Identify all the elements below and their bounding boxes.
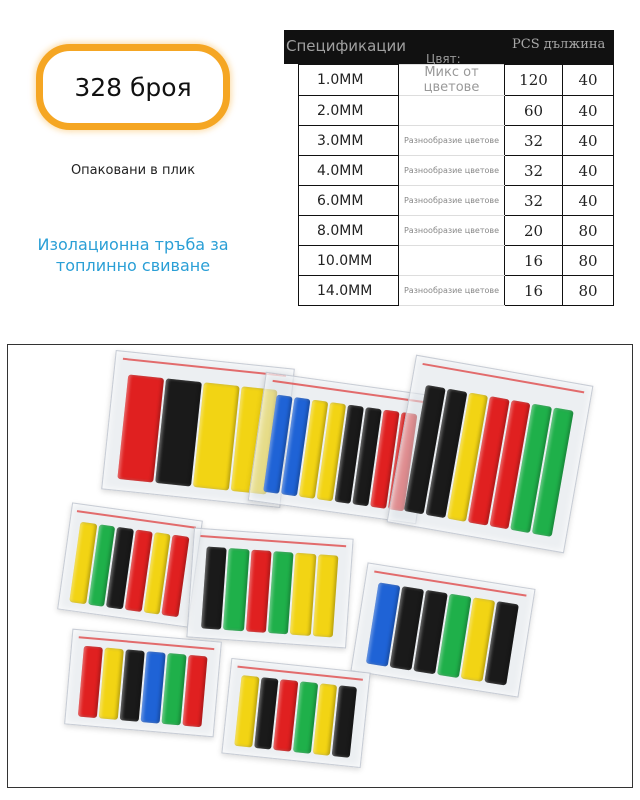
tube-group: [78, 646, 208, 728]
color-cell: [399, 96, 505, 126]
size-cell: 2.0MM: [299, 96, 399, 126]
table-row: [299, 276, 614, 306]
tube: [268, 551, 294, 634]
size-cell: 14.0MM: [299, 276, 399, 306]
tube: [290, 553, 316, 636]
bag-small-1: [64, 629, 222, 738]
table-row: [299, 96, 614, 126]
size-cell: 8.0MM: [299, 216, 399, 246]
table-row: [299, 156, 614, 186]
length-cell: 40: [563, 65, 614, 96]
tube: [223, 548, 249, 631]
length-cell: 40: [563, 96, 614, 126]
bag-medium-3: [350, 562, 535, 697]
length-cell: 40: [563, 186, 614, 216]
bag-small-2: [221, 658, 370, 768]
spec-table: [298, 64, 614, 306]
table-row: [299, 65, 614, 96]
tube-group: [70, 522, 189, 617]
tube-group: [366, 583, 518, 686]
size-cell: 6.0MM: [299, 186, 399, 216]
table-row: [299, 216, 614, 246]
product-title: Изолационна тръба за топлинно свиване: [37, 235, 229, 275]
size-cell: 1.0MM: [299, 65, 399, 96]
length-cell: 40: [563, 126, 614, 156]
spec-header-title: Спецификации: [286, 37, 406, 55]
tube: [245, 550, 271, 633]
tube-group: [201, 547, 339, 638]
tube: [313, 555, 339, 638]
tube-group: [404, 385, 573, 537]
spec-header: [284, 30, 614, 64]
tube-group: [234, 675, 357, 758]
pcs-cell: 20: [505, 216, 563, 246]
product-photo: [7, 344, 633, 788]
color-cell: Разнообразие цветове: [399, 126, 505, 156]
size-cell: 10.0MM: [299, 246, 399, 276]
color-cell: Микс от цветове: [399, 65, 505, 96]
bag-medium-2: [186, 528, 353, 649]
size-cell: 4.0MM: [299, 156, 399, 186]
length-cell: 80: [563, 246, 614, 276]
length-cell: 80: [563, 216, 614, 246]
tube: [183, 655, 208, 728]
color-cell: Разнообразие цветове: [399, 216, 505, 246]
color-cell: Разнообразие цветове: [399, 156, 505, 186]
quantity-text: 328 броя: [74, 72, 192, 102]
tube: [201, 547, 227, 630]
size-cell: 3.0MM: [299, 126, 399, 156]
packaging-note: Опаковани в плик: [70, 163, 196, 178]
spec-header-color: Цвят:: [426, 52, 461, 66]
pcs-cell: 60: [505, 96, 563, 126]
color-cell: [399, 246, 505, 276]
bag-medium-1: [57, 502, 203, 627]
pcs-cell: 16: [505, 276, 563, 306]
pcs-cell: 32: [505, 186, 563, 216]
color-cell: Разнообразие цветове: [399, 276, 505, 306]
table-row: [299, 246, 614, 276]
quantity-badge: [36, 44, 230, 130]
length-cell: 80: [563, 276, 614, 306]
bag-large-3: [387, 355, 594, 554]
pcs-cell: 120: [505, 65, 563, 96]
spec-header-pcs-length: PCS дължина: [512, 37, 606, 52]
pcs-cell: 16: [505, 246, 563, 276]
pcs-cell: 32: [505, 156, 563, 186]
table-row: [299, 126, 614, 156]
color-cell: Разнообразие цветове: [399, 186, 505, 216]
length-cell: 40: [563, 156, 614, 186]
table-row: [299, 186, 614, 216]
pcs-cell: 32: [505, 126, 563, 156]
